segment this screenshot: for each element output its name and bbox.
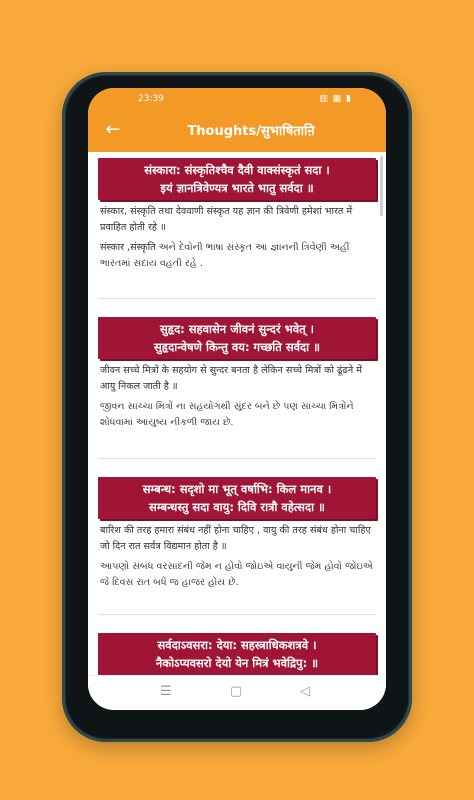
divider bbox=[98, 614, 376, 615]
divider bbox=[98, 298, 376, 299]
hindi-translation: संस्कार, संस्कृति तथा देववाणी संस्कृत यह ज्ञान की त्रिवेणी हमेशां भारत में प्रवाहित होती रहे ॥ bbox=[100, 206, 353, 233]
hindi-translation: जीवन सच्चे मित्रों के सहयोग से सुन्दर बनता है लेकिन सच्चे मित्रों को ढूंढने में आयु निकल जाती है ॥ bbox=[100, 365, 362, 392]
shloka-banner bbox=[98, 317, 376, 359]
gujarati-translation: આપણો સંબંધ વરસાદની જેમ ન હોવો જોઇએ વાયુની જેમ હોવો જોઇએ જે દિવસ રાત બધે જ હાજર હોય છે. bbox=[100, 561, 373, 588]
shloka-line: संस्कारा: संस्कृतिश्चैव दैवी वाक्संस्कृतं सदा । bbox=[144, 163, 330, 177]
shloka-banner bbox=[98, 477, 376, 519]
system-nav-bar bbox=[88, 675, 386, 710]
shloka-line: सर्वदाऽवसरा: देया: सहस्त्राधिकशत्रवे । bbox=[157, 638, 317, 652]
shloka-banner bbox=[98, 633, 376, 675]
gujarati-translation: જીવન સાચ્ચા મિત્રોં ના સહયોગથી સુંદર બને છે પણ સાચ્ચા મિત્રોંને શોધવામાં આયુષ્ય નીકળી જાય છે. bbox=[100, 401, 354, 428]
back-icon[interactable]: ◁ bbox=[300, 684, 310, 699]
shloka-line: सुहृदान्वेषणे किन्तु वय: गच्छति सर्वदा ॥ bbox=[153, 340, 320, 354]
thought-card bbox=[98, 158, 376, 272]
thought-card bbox=[98, 317, 376, 431]
divider bbox=[98, 458, 376, 459]
menu-icon[interactable]: ☰ bbox=[160, 684, 172, 699]
thought-card bbox=[98, 633, 376, 675]
status-icons: ▥ ▦ ▮ bbox=[319, 94, 352, 104]
app-bar bbox=[88, 110, 386, 152]
screen bbox=[88, 88, 386, 710]
thoughts-list[interactable] bbox=[88, 152, 386, 676]
shloka-line: सुहृद: सहवासेन जीवनं सुन्दरं भवेत् । bbox=[159, 322, 315, 336]
shloka-line: सम्बन्धस्तु सदा वायु: दिवि रात्रौ वहेत्सदा ॥ bbox=[149, 500, 325, 514]
home-icon[interactable]: ▢ bbox=[230, 684, 243, 699]
shloka-banner bbox=[98, 158, 376, 200]
hindi-translation: बारिश की तरह हमारा संबंध नहीं होना चाहिए , वायु की तरह संबंध होना चाहिए जो दिन रात सर्वत्र विद्यमान होता है ॥ bbox=[100, 525, 371, 552]
gujarati-translation: संस्कार ,संस्कृति અને દેવોની ભાષા સંસ્કૃત આ જ્ઞાનની ત્રિવેણી અહીં ભારતમાં સદાય વહતી રહે . bbox=[100, 242, 350, 269]
status-time: 23:39 bbox=[138, 94, 164, 104]
thought-card bbox=[98, 477, 376, 591]
shloka-line: इयं ज्ञानत्रिवेण्यत्र भारते भातु सर्वदा ॥ bbox=[160, 181, 314, 195]
back-arrow-icon[interactable]: ← bbox=[105, 119, 121, 140]
shloka-line: सम्बन्ध: सदृशो मा भूत् वर्षाभि: किल मानव । bbox=[142, 482, 332, 496]
page-title: Thoughts/सुभाषिताऩि bbox=[187, 124, 315, 139]
shloka-line: नैकोऽप्यवसरो देयो येन मित्रं भवेद्रिपु: ॥ bbox=[155, 656, 319, 670]
status-bar bbox=[88, 88, 386, 110]
